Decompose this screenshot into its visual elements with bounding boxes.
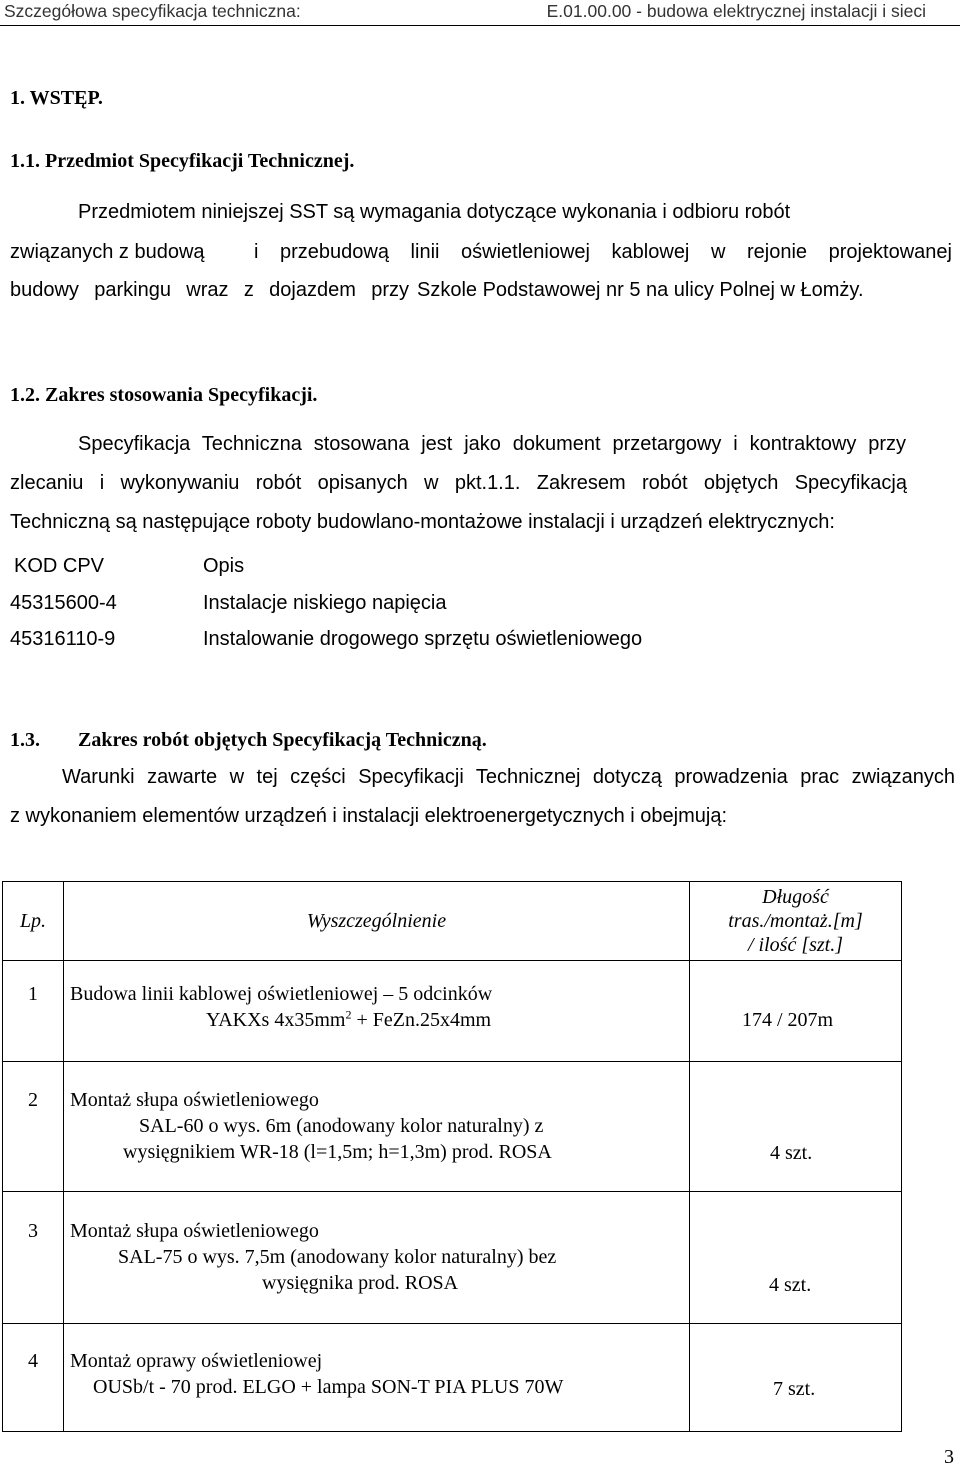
col-header-length-line-3: / ilość [szt.] (747, 934, 844, 956)
col-header-desc-text: Wyszczególnienie (306, 909, 447, 932)
row-desc-line-3: wysięgnika prod. ROSA (262, 1272, 459, 1294)
cpv-header-desc: Opis (203, 555, 245, 577)
section-1-2-line-2: zlecaniu i wykonywaniu robót opisanych w pkt.1.1. Zakresem robót objętych Specyfikacją (10, 472, 907, 494)
table-header-row (3, 882, 902, 961)
row-qty-text: 174 / 207m (742, 1009, 834, 1031)
col-header-lp (3, 882, 64, 961)
header-right-text: E.01.00.00 - budowa elektrycznej instalacji i sieci (546, 1, 926, 21)
row-qty-text: 7 szt. (773, 1378, 816, 1400)
row-qty (690, 1192, 902, 1324)
row-desc-line-1: Budowa linii kablowej oświetleniowej – 5 odcinków (70, 983, 493, 1005)
page-number: 3 (944, 1446, 954, 1468)
section-1-1-heading: 1.1. Przedmiot Specyfikacji Technicznej. (10, 150, 355, 172)
col-header-length-line-1: Długość (762, 886, 829, 908)
row-qty-text: 4 szt. (770, 1142, 813, 1164)
section-1-3-number: 1.3. (10, 729, 40, 751)
row-lp-text: 4 (28, 1350, 38, 1372)
row-lp (3, 961, 64, 1062)
row-lp-text: 1 (28, 983, 38, 1005)
section-1-1-line-2a: związanych z budową (10, 241, 205, 263)
row-desc-line-2-text: YAKXs 4x35mm (206, 1009, 346, 1031)
row-desc-line-3: wysięgnikiem WR-18 (l=1,5m; h=1,3m) prod. ROSA (123, 1141, 552, 1163)
section-1-2-line-1: Specyfikacja Techniczna stosowana jest jako dokument przetargowy i kontraktowy przy (78, 433, 906, 455)
table-row (3, 1062, 902, 1192)
row-desc (64, 1192, 690, 1324)
col-header-length-line-2: tras./montaż.[m] (728, 910, 863, 932)
row-qty (690, 961, 902, 1062)
section-1-3-line-2: z wykonaniem elementów urządzeń i instalacji elektroenergetycznych i obejmują: (10, 805, 728, 827)
row-desc-line-2: SAL-75 o wys. 7,5m (anodowany kolor naturalny) bez (118, 1246, 557, 1268)
section-1-1-line-1: Przedmiotem niniejszej SST są wymagania dotyczące wykonania i odbioru robót (78, 201, 791, 223)
cpv-header-code: KOD CPV (14, 555, 105, 577)
row-desc-line-2 (206, 1009, 491, 1032)
row-desc-line-2: SAL-60 o wys. 6m (anodowany kolor naturalny) z (139, 1115, 544, 1137)
row-qty (690, 1062, 902, 1192)
cpv-row-code: 45316110-9 (10, 628, 116, 650)
section-1-2-heading: 1.2. Zakres stosowania Specyfikacji. (10, 384, 318, 406)
row-desc (64, 1062, 690, 1192)
row-lp-text: 2 (28, 1089, 38, 1111)
header-left-text: Szczegółowa specyfikacja techniczna: (4, 1, 301, 21)
section-1-1-line-3b: Szkole Podstawowej nr 5 na ulicy Polnej w Łomży. (417, 279, 864, 301)
table-row (3, 961, 902, 1062)
cpv-row-code: 45315600-4 (10, 592, 117, 614)
row-desc-line-1: Montaż oprawy oświetleniowej (70, 1350, 323, 1372)
col-header-lp-text: Lp. (19, 909, 47, 932)
page-header (0, 0, 960, 26)
row-desc-line-1: Montaż słupa oświetleniowego (70, 1089, 319, 1111)
row-desc-line-2: OUSb/t - 70 prod. ELGO + lampa SON-T PIA PLUS 70W (93, 1376, 564, 1398)
section-1-3-heading: Zakres robót objętych Specyfikacją Techniczną. (78, 729, 487, 751)
section-1-2-line-3: Techniczną są następujące roboty budowlano-montażowe instalacji i urządzeń elektrycznych: (10, 511, 835, 533)
scope-table (2, 881, 902, 1432)
row-lp (3, 1062, 64, 1192)
cpv-row-desc: Instalowanie drogowego sprzętu oświetleniowego (203, 628, 643, 650)
cpv-row-desc: Instalacje niskiego napięcia (203, 592, 447, 614)
col-header-length (690, 882, 902, 961)
row-lp-text: 3 (28, 1220, 38, 1242)
row-qty (690, 1324, 902, 1432)
table-row (3, 1324, 902, 1432)
row-qty-text: 4 szt. (769, 1274, 812, 1296)
section-1-heading: 1. WSTĘP. (10, 87, 103, 109)
row-desc-line-2-end: + FeZn.25x4mm (351, 1009, 492, 1031)
section-1-1-line-2b: i przebudową linii oświetleniowej kablowej w rejonie projektowanej (254, 241, 952, 263)
row-lp (3, 1324, 64, 1432)
row-desc-line-1: Montaż słupa oświetleniowego (70, 1220, 319, 1242)
row-lp (3, 1192, 64, 1324)
row-desc (64, 1324, 690, 1432)
col-header-desc (64, 882, 690, 961)
section-1-3-line-1: Warunki zawarte w tej części Specyfikacji Technicznej dotyczą prowadzenia prac związanych (62, 766, 955, 788)
row-desc (64, 961, 690, 1062)
row-desc-line-2-sup: 2 (345, 1007, 352, 1022)
section-1-1-line-3a: budowy parkingu wraz z dojazdem przy (10, 279, 409, 301)
table-row (3, 1192, 902, 1324)
